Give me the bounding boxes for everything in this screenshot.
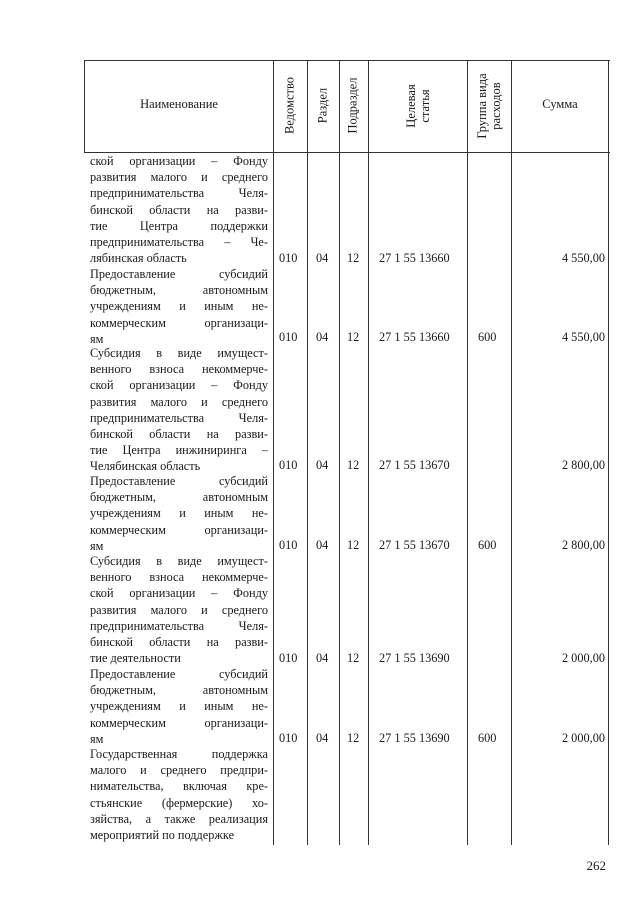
row-6-name bbox=[90, 666, 268, 747]
row-6-group: 600 bbox=[478, 731, 497, 745]
header-group-line2: расходов bbox=[489, 82, 503, 130]
row-1-sum: 4 550,00 bbox=[561, 251, 605, 265]
col-divider-article bbox=[467, 60, 468, 845]
row-6-ved: 010 bbox=[279, 731, 298, 745]
row-7-name bbox=[90, 746, 268, 843]
table-right-border bbox=[608, 60, 609, 845]
row-7-line-1: Государственная поддержка bbox=[90, 747, 268, 761]
row-2-line-4: коммерческим организаци- bbox=[90, 315, 268, 330]
row-4-line-5: ям bbox=[90, 538, 104, 553]
header-sum: Сумма bbox=[542, 97, 578, 111]
row-5-line-2: венного взноса некоммерче- bbox=[90, 570, 268, 585]
row-1-line-5: тие Центра поддержки bbox=[90, 218, 268, 233]
row-5-article: 27 1 55 13690 bbox=[379, 651, 450, 665]
row-5-razdel: 04 bbox=[316, 651, 329, 665]
header-vedomstvo: Ведомство bbox=[282, 76, 297, 135]
col-divider-podrazdel bbox=[368, 60, 369, 845]
row-1-name bbox=[90, 153, 268, 266]
row-7-line-2: малого и среднего предпри- bbox=[90, 763, 268, 778]
row-1-razdel: 04 bbox=[316, 251, 329, 265]
row-4-line-2: бюджетным, автономным bbox=[90, 490, 268, 505]
row-4-podrazdel: 12 bbox=[347, 538, 360, 552]
row-5-line-4: развития малого и среднего bbox=[90, 602, 268, 617]
row-3-name bbox=[90, 345, 268, 475]
table-left-border bbox=[84, 60, 85, 153]
row-7-line-3: нимательства, включая кре- bbox=[90, 779, 268, 794]
row-2-podrazdel: 12 bbox=[347, 330, 360, 344]
row-6-line-3: учреждениям и иным не- bbox=[90, 699, 268, 714]
row-3-ved: 010 bbox=[279, 458, 298, 472]
row-7-line-4: стьянские (фермерские) хо- bbox=[90, 795, 268, 810]
row-6-podrazdel: 12 bbox=[347, 731, 360, 745]
row-6-line-5: ям bbox=[90, 731, 104, 746]
row-1-podrazdel: 12 bbox=[347, 251, 360, 265]
row-2-line-1: Предоставление субсидий bbox=[90, 267, 268, 281]
row-7-line-5: зяйства, а также реализация bbox=[90, 811, 268, 826]
row-3-line-2: венного взноса некоммерче- bbox=[90, 362, 268, 377]
row-1-line-3: предпринимательства Челя- bbox=[90, 186, 268, 201]
row-3-line-1: Субсидия в виде имущест- bbox=[90, 346, 268, 360]
row-4-name bbox=[90, 473, 268, 554]
col-divider-razdel bbox=[339, 60, 340, 845]
row-1-line-1: ской организации – Фонду bbox=[90, 154, 268, 168]
row-3-razdel: 04 bbox=[316, 458, 329, 472]
row-3-sum: 2 800,00 bbox=[561, 458, 605, 472]
row-6-line-1: Предоставление субсидий bbox=[90, 667, 268, 681]
header-podrazdel: Подраздел bbox=[345, 77, 360, 134]
row-1-line-2: развития малого и среднего bbox=[90, 170, 268, 185]
row-3-line-3: ской организации – Фонду bbox=[90, 378, 268, 393]
row-3-line-7: тие Центра инжиниринга – bbox=[90, 443, 268, 458]
row-2-sum: 4 550,00 bbox=[561, 330, 605, 344]
row-3-line-4: развития малого и среднего bbox=[90, 394, 268, 409]
row-3-line-5: предпринимательства Челя- bbox=[90, 410, 268, 425]
page-number: 262 bbox=[586, 858, 606, 873]
row-6-article: 27 1 55 13690 bbox=[379, 731, 450, 745]
header-article-line1: Целевая bbox=[404, 84, 418, 128]
row-3-line-6: бинской области на разви- bbox=[90, 426, 268, 441]
row-2-razdel: 04 bbox=[316, 330, 329, 344]
row-5-sum: 2 000,00 bbox=[561, 651, 605, 665]
row-1-line-4: бинской области на разви- bbox=[90, 202, 268, 217]
row-2-group: 600 bbox=[478, 330, 497, 344]
row-6-sum: 2 000,00 bbox=[561, 731, 605, 745]
header-article-line2: статья bbox=[418, 89, 432, 123]
row-3-article: 27 1 55 13670 bbox=[379, 458, 450, 472]
row-2-line-2: бюджетным, автономным bbox=[90, 283, 268, 298]
row-4-razdel: 04 bbox=[316, 538, 329, 552]
row-3-line-8: Челябинская область bbox=[90, 459, 201, 474]
row-6-line-2: бюджетным, автономным bbox=[90, 683, 268, 698]
row-1-line-7: лябинская область bbox=[90, 251, 187, 266]
row-5-line-3: ской организации – Фонду bbox=[90, 586, 268, 601]
col-divider-ved bbox=[307, 60, 308, 845]
table-top-border bbox=[84, 60, 610, 61]
row-2-ved: 010 bbox=[279, 330, 298, 344]
row-2-article: 27 1 55 13660 bbox=[379, 330, 450, 344]
row-1-article: 27 1 55 13660 bbox=[379, 251, 450, 265]
header-group-line1: Группа вида bbox=[475, 73, 489, 139]
row-5-line-1: Субсидия в виде имущест- bbox=[90, 554, 268, 568]
row-5-line-6: бинской области на разви- bbox=[90, 634, 268, 649]
row-5-ved: 010 bbox=[279, 651, 298, 665]
row-2-line-5: ям bbox=[90, 331, 104, 346]
col-divider-group bbox=[511, 60, 512, 845]
row-5-line-5: предпринимательства Челя- bbox=[90, 618, 268, 633]
row-7-line-6: мероприятий по поддержке bbox=[90, 827, 235, 842]
row-5-podrazdel: 12 bbox=[347, 651, 360, 665]
row-5-name bbox=[90, 553, 268, 666]
row-5-line-7: тие деятельности bbox=[90, 651, 181, 666]
row-4-sum: 2 800,00 bbox=[561, 538, 605, 552]
header-article bbox=[404, 66, 432, 146]
row-4-line-1: Предоставление субсидий bbox=[90, 474, 268, 488]
row-4-article: 27 1 55 13670 bbox=[379, 538, 450, 552]
header-name: Наименование bbox=[140, 97, 218, 111]
col-divider-name bbox=[273, 60, 274, 845]
header-razdel: Раздел bbox=[315, 87, 330, 124]
row-3-podrazdel: 12 bbox=[347, 458, 360, 472]
row-4-line-4: коммерческим организаци- bbox=[90, 522, 268, 537]
row-6-line-4: коммерческим организаци- bbox=[90, 715, 268, 730]
row-1-ved: 010 bbox=[279, 251, 298, 265]
row-2-name bbox=[90, 266, 268, 347]
header-group bbox=[475, 64, 503, 148]
row-1-line-6: предпринимательства – Че- bbox=[90, 234, 268, 249]
row-2-line-3: учреждениям и иным не- bbox=[90, 299, 268, 314]
row-4-group: 600 bbox=[478, 538, 497, 552]
row-4-ved: 010 bbox=[279, 538, 298, 552]
row-6-razdel: 04 bbox=[316, 731, 329, 745]
row-4-line-3: учреждениям и иным не- bbox=[90, 506, 268, 521]
